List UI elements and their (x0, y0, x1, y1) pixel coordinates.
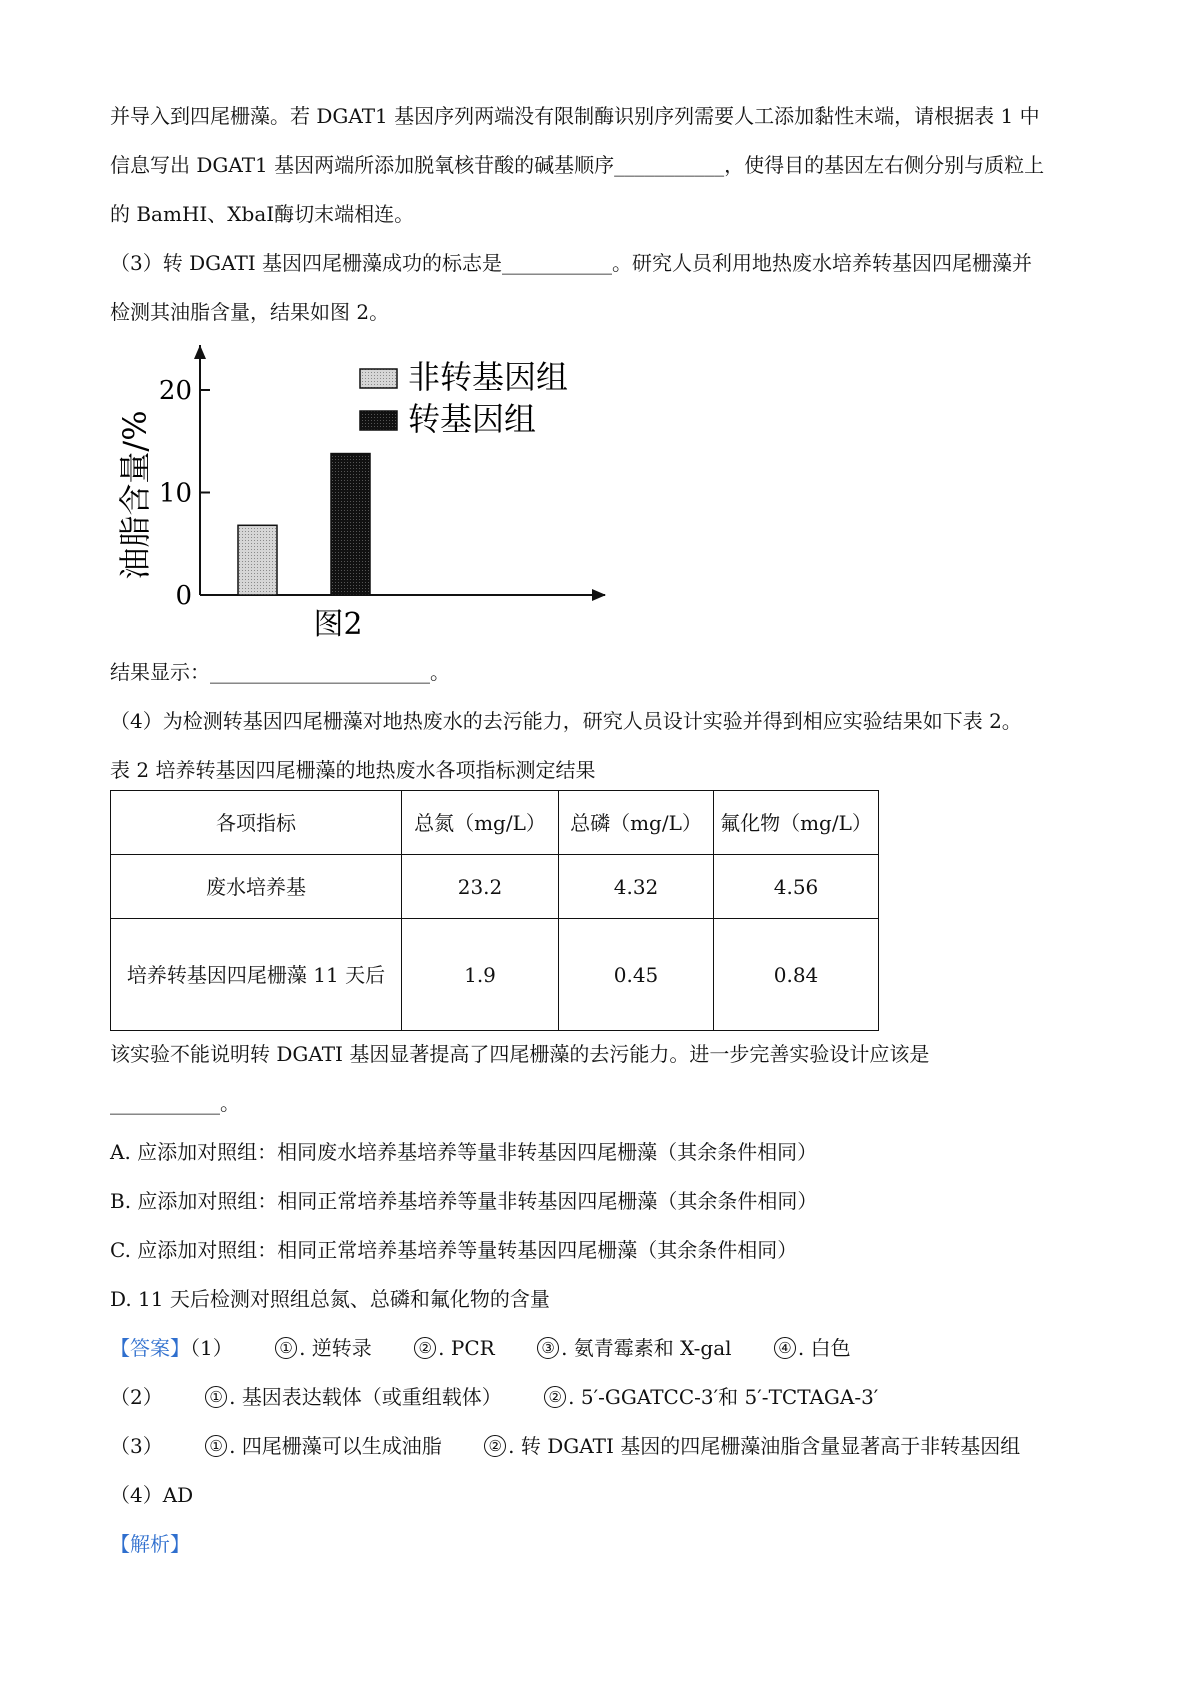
y-tick-label: 10 (158, 478, 192, 509)
answer-q3-2: 转 DGATI 基因的四尾栅藻油脂含量显著高于非转基因组 (520, 1434, 1021, 1458)
table-header-cell: 各项指标 (111, 791, 402, 855)
legend-swatch (360, 369, 397, 388)
table-cell: 4.56 (714, 855, 879, 919)
answer-label: 【答案】 (110, 1336, 190, 1360)
y-axis-label: 油脂含量/% (116, 410, 154, 580)
answer-line-1: 【答案】（1） ① . 逆转录 ② . PCR ③ . 氨青霉素和 X-gal ④ . 白色 (110, 1336, 851, 1360)
x-axis-arrow (592, 589, 606, 601)
marker: ② (414, 1337, 436, 1359)
table-2 (110, 790, 879, 1031)
answer-q2-1: 基因表达载体（或重组载体） (241, 1385, 502, 1409)
bar-transgenic (331, 454, 370, 595)
marker: ② (484, 1435, 506, 1457)
paragraph-2: 信息写出 DGAT1 基因两端所添加脱氧核苷酸的碱基顺序___________，使得目的基因左右侧分别与质粒上 (110, 153, 1045, 177)
table-cell: 0.45 (559, 919, 714, 1031)
table-cell: 培养转基因四尾栅藻 11 天后 (111, 919, 402, 1031)
answer-q1-3: 氨青霉素和 X-gal (573, 1336, 732, 1360)
table-header-row (111, 791, 879, 855)
legend-label: 转基因组 (408, 400, 537, 438)
answer-line-3: （3） ① . 四尾栅藻可以生成油脂 ② . 转 DGATI 基因的四尾栅藻油脂含量显著高于非转基因组 (110, 1434, 1021, 1458)
paragraph-10: ___________。 (110, 1091, 240, 1115)
option-b: B. 应添加对照组：相同正常培养基培养等量非转基因四尾栅藻（其余条件相同） (110, 1189, 818, 1213)
answer-q3: （3） (110, 1434, 163, 1458)
y-tick-label: 20 (158, 376, 192, 406)
answer-q1: （1） (190, 1336, 233, 1360)
paragraph-4: （3）转 DGATI 基因四尾栅藻成功的标志是___________。研究人员利用地热废水培养转基因四尾栅藻并 (110, 251, 1033, 275)
marker: ① (205, 1386, 227, 1408)
table-cell: 4.32 (559, 855, 714, 919)
analysis-label: 【解析】 (110, 1532, 190, 1556)
chart-title: 图2 (313, 607, 363, 642)
y-ticks (159, 376, 210, 611)
option-a: A. 应添加对照组：相同废水培养基培养等量非转基因四尾栅藻（其余条件相同） (110, 1140, 818, 1164)
table-cell: 1.9 (402, 919, 559, 1031)
y-tick-label: 0 (175, 581, 192, 611)
option-d: D. 11 天后检测对照组总氮、总磷和氟化物的含量 (110, 1287, 550, 1311)
result-line: 结果显示：______________________。 (110, 660, 450, 684)
bars (238, 454, 370, 595)
table-header-cell: 氟化物（mg/L） (714, 791, 879, 855)
table-cell: 23.2 (402, 855, 559, 919)
legend-swatch (360, 411, 397, 430)
marker: ③ (537, 1337, 559, 1359)
paragraph-7: （4）为检测转基因四尾栅藻对地热废水的去污能力，研究人员设计实验并得到相应实验结果如下表 2。 (110, 709, 1022, 733)
paragraph-9: 该实验不能说明转 DGATI 基因显著提高了四尾栅藻的去污能力。进一步完善实验设计应该是 (110, 1042, 930, 1066)
answer-q3-1: 四尾栅藻可以生成油脂 (241, 1434, 442, 1458)
marker: ① (275, 1337, 297, 1359)
answer-line-4: （4）AD (110, 1483, 194, 1507)
table-row (111, 919, 879, 1031)
marker: ④ (774, 1337, 796, 1359)
answer-q1-1: 逆转录 (311, 1336, 372, 1360)
answer-q2-2: 5′-GGATCC-3′和 5′-TCTAGA-3′ (580, 1385, 879, 1409)
legend-label: 非转基因组 (408, 358, 569, 396)
paragraph-3: 的 BamHI、XbaⅠ酶切末端相连。 (110, 202, 415, 226)
figure-2-chart (110, 345, 640, 645)
table-row (111, 855, 879, 919)
answer-q1-4: 白色 (810, 1336, 851, 1360)
paragraph-5: 检测其油脂含量，结果如图 2。 (110, 300, 390, 324)
marker: ② (544, 1386, 566, 1408)
marker: ① (205, 1435, 227, 1457)
table-header-cell: 总磷（mg/L） (559, 791, 714, 855)
option-c: C. 应添加对照组：相同正常培养基培养等量转基因四尾栅藻（其余条件相同） (110, 1238, 798, 1262)
y-axis-arrow (194, 345, 206, 359)
legend (360, 358, 568, 438)
answer-q2: （2） (110, 1385, 163, 1409)
table-cell: 废水培养基 (111, 855, 402, 919)
answer-line-2: （2） ① . 基因表达载体（或重组载体） ② . 5′-GGATCC-3′和 5′-TCTAGA-3′ (110, 1385, 879, 1409)
table-cell: 0.84 (714, 919, 879, 1031)
answer-q1-2: PCR (450, 1336, 495, 1360)
table-header-cell: 总氮（mg/L） (402, 791, 559, 855)
table-caption: 表 2 培养转基因四尾栅藻的地热废水各项指标测定结果 (110, 758, 596, 782)
bar-non-transgenic (238, 525, 277, 595)
paragraph-1: 并导入到四尾栅藻。若 DGAT1 基因序列两端没有限制酶识别序列需要人工添加黏性末端，请根据表 1 中 (110, 104, 1040, 128)
